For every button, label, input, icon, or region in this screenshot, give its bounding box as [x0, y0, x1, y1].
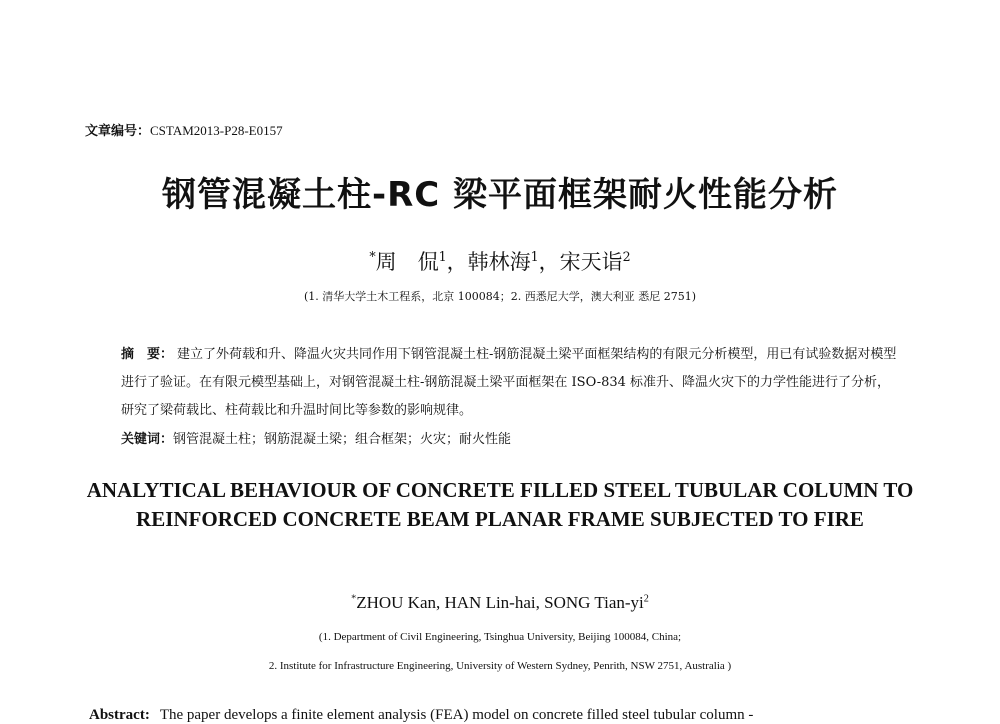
english-authors [0, 593, 1000, 613]
chinese-affiliation: (1. 清华大学土木工程系，北京 100084；2. 西悉尼大学，澳大利亚 悉尼 2751) [303, 290, 697, 303]
corresponding-mark: * [351, 593, 357, 605]
english-abstract [89, 707, 753, 724]
abstract-label: 摘 要： [121, 347, 174, 362]
article-id-value: CSTAM2013-P28-E0157 [150, 123, 283, 138]
chinese-authors [0, 246, 1000, 276]
author-1: 周 侃 [375, 250, 439, 274]
corresponding-mark: * [369, 249, 376, 264]
keywords-label: 关键词： [121, 432, 174, 447]
english-affiliation-2: 2. Institute for Infrastructure Engineering, University of Western Sydney, Penrith, NSW 2751, Australia ) [268, 660, 732, 672]
chinese-title: 钢管混凝土柱-RC 梁平面框架耐火性能分析 [161, 175, 839, 215]
author-affil: 2 [643, 593, 649, 605]
english-affiliation-1: (1. Department of Civil Engineering, Tsinghua University, Beijing 100084, China; [318, 631, 682, 643]
author-2: 韩林海 [467, 250, 531, 274]
author-2-affil: 1 [530, 249, 539, 264]
english-title: ANALYTICAL BEHAVIOUR OF CONCRETE FILLED STEEL TUBULAR COLUMN TO REINFORCED CONCRETE BEAM PLANAR FRAME SUBJECTED TO FIRE [86, 478, 914, 531]
author-3: 宋天诣 [559, 250, 623, 274]
abstract-text: 建立了外荷载和升、降温火灾共同作用下钢管混凝土柱-钢筋混凝土梁平面框架结构的有限元分析模型，用已有试验数据对模型进行了验证。在有限元模型基础上，对钢管混凝土柱-钢筋混凝土梁平面框架在 ISO-834 标准升、降温火灾下的力学性能进行了分析，研究了梁荷载比、柱荷载比和升温时间比等参数的影响规律。 [121, 347, 897, 418]
separator: ， [446, 250, 468, 274]
author-1-affil: 1 [438, 249, 447, 264]
chinese-abstract [121, 341, 901, 425]
abstract-text: The paper develops a finite element analysis (FEA) model on concrete filled steel tubular column - [159, 707, 754, 723]
separator: ， [538, 250, 560, 274]
article-id [85, 120, 283, 139]
chinese-keywords [121, 428, 511, 447]
author-3-affil: 2 [622, 249, 631, 264]
abstract-label: Abstract: [89, 707, 150, 723]
article-id-label: 文章编号： [85, 124, 151, 139]
keywords-text: 钢管混凝土柱；钢筋混凝土梁；组合框架；火灾；耐火性能 [173, 432, 512, 447]
author-names: ZHOU Kan, HAN Lin-hai, SONG Tian-yi [356, 593, 644, 612]
